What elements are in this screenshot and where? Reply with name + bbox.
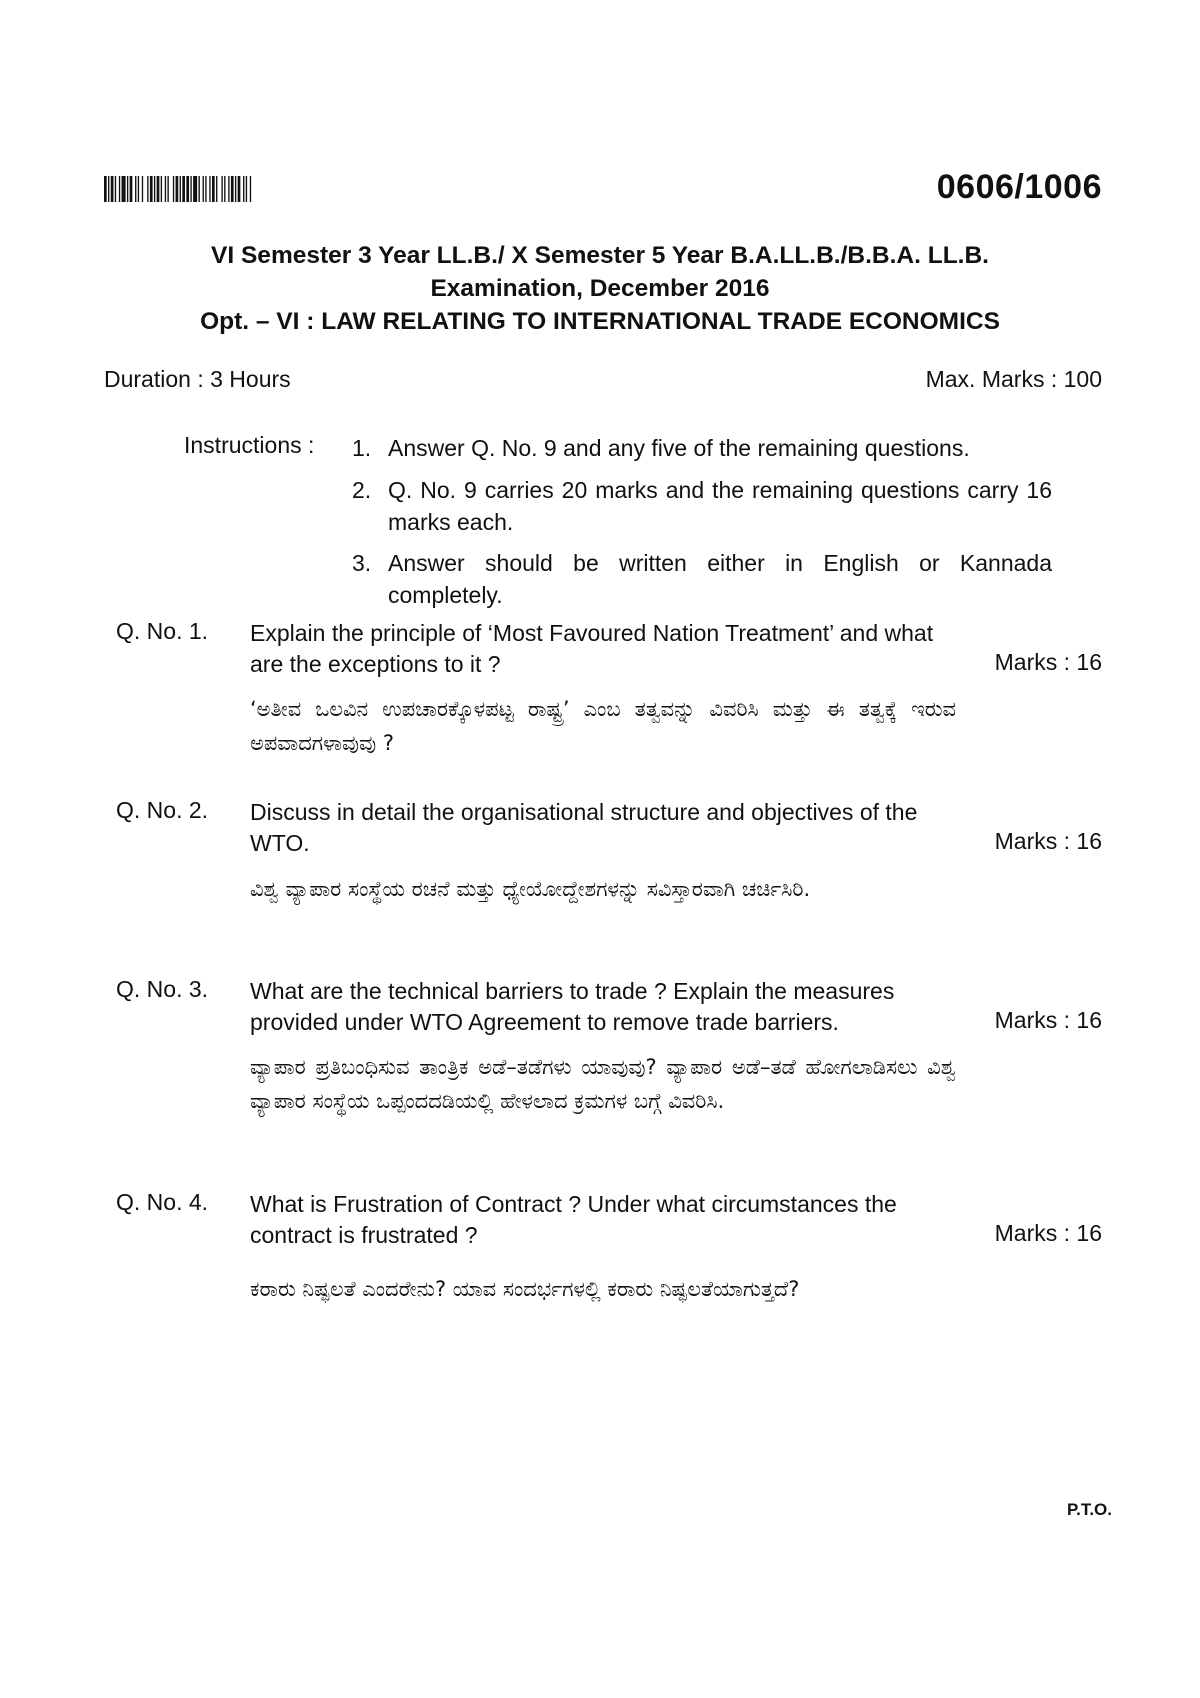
instruction-text: Q. No. 9 carries 20 marks and the remaining questions carry 16 marks each.	[388, 477, 1052, 535]
question-number: Q. No. 4.	[116, 1189, 209, 1215]
question-number: Q. No. 3.	[116, 976, 209, 1002]
question-number: Q. No. 2.	[116, 797, 209, 823]
page-turn-over: P.T.O.	[1066, 1500, 1112, 1519]
max-marks: Max. Marks : 100	[925, 366, 1102, 392]
question-marks: Marks : 16	[994, 1220, 1102, 1246]
question-marks: Marks : 16	[994, 828, 1102, 854]
question-marks: Marks : 16	[994, 1007, 1102, 1033]
question-number: Q. No. 1.	[116, 618, 209, 644]
question-text-kannada: ಕರಾರು ನಿಷ್ಫಲತೆ ಎಂದರೇನು? ಯಾವ ಸಂದರ್ಭಗಳಲ್ಲಿ ಕರಾರು ನಿಷ್ಫಲತೆಯಾಗುತ್ತದೆ?	[250, 1277, 800, 1301]
duration: Duration : 3 Hours	[104, 366, 291, 392]
instructions-label: Instructions :	[184, 432, 315, 458]
instruction-number: 2.	[352, 477, 372, 503]
question-marks: Marks : 16	[994, 649, 1102, 675]
question-text: Explain the principle of ‘Most Favoured Nation Treatment’ and what are the exceptions to it ?	[250, 620, 934, 677]
instruction-text: Answer Q. No. 9 and any five of the remaining questions.	[388, 435, 970, 461]
question-text-kannada: ‘ಅತೀವ ಒಲವಿನ ಉಪಚಾರಕ್ಕೊಳಪಟ್ಟ ರಾಷ್ಟ್ರ’ ಎಂಬ ತತ್ವವನ್ನು ವಿವರಿಸಿ ಮತ್ತು ಈ ತತ್ವಕ್ಕೆ ಇರುವ ಅಪವಾದಗಳಾವುವು ?	[250, 697, 956, 755]
exam-title-line-2: Examination, December 2016	[430, 275, 770, 302]
exam-subject-title: Opt. – VI : LAW RELATING TO INTERNATIONAL TRADE ECONOMICS	[200, 308, 1000, 335]
question-text: What are the technical barriers to trade ? Explain the measures provided under WTO Agreement to remove trade barriers.	[250, 978, 895, 1035]
question-text-kannada: ವಿಶ್ವ ವ್ಯಾಪಾರ ಸಂಸ್ಥೆಯ ರಚನೆ ಮತ್ತು ಧ್ಯೇಯೋದ್ದೇಶಗಳನ್ನು ಸವಿಸ್ತಾರವಾಗಿ ಚರ್ಚಿಸಿರಿ.	[250, 877, 811, 901]
instruction-number: 1.	[352, 435, 372, 461]
question-text: What is Frustration of Contract ? Under what circumstances the contract is frustrated ?	[250, 1191, 897, 1248]
paper-code: 0606/1006	[936, 168, 1102, 206]
instruction-text: Answer should be written either in English or Kannada completely.	[388, 550, 1052, 608]
barcode	[104, 176, 336, 202]
question-text: Discuss in detail the organisational structure and objectives of the WTO.	[250, 799, 918, 856]
exam-title-line-1: VI Semester 3 Year LL.B./ X Semester 5 Year B.A.LL.B./B.B.A. LL.B.	[211, 242, 989, 269]
instruction-number: 3.	[352, 550, 372, 576]
question-text-kannada: ವ್ಯಾಪಾರ ಪ್ರತಿಬಂಧಿಸುವ ತಾಂತ್ರಿಕ ಅಡೆ–ತಡೆಗಳು ಯಾವುವು? ವ್ಯಾಪಾರ ಅಡೆ–ತಡೆ ಹೋಗಲಾಡಿಸಲು ವಿಶ್ವ ವ್ಯಾಪಾರ ಸಂಸ್ಥೆಯ ಒಪ್ಪಂದದಡಿಯಲ್ಲಿ ಹೇಳಲಾದ ಕ್ರಮಗಳ ಬಗ್ಗೆ ವಿವರಿಸಿ.	[250, 1055, 956, 1113]
